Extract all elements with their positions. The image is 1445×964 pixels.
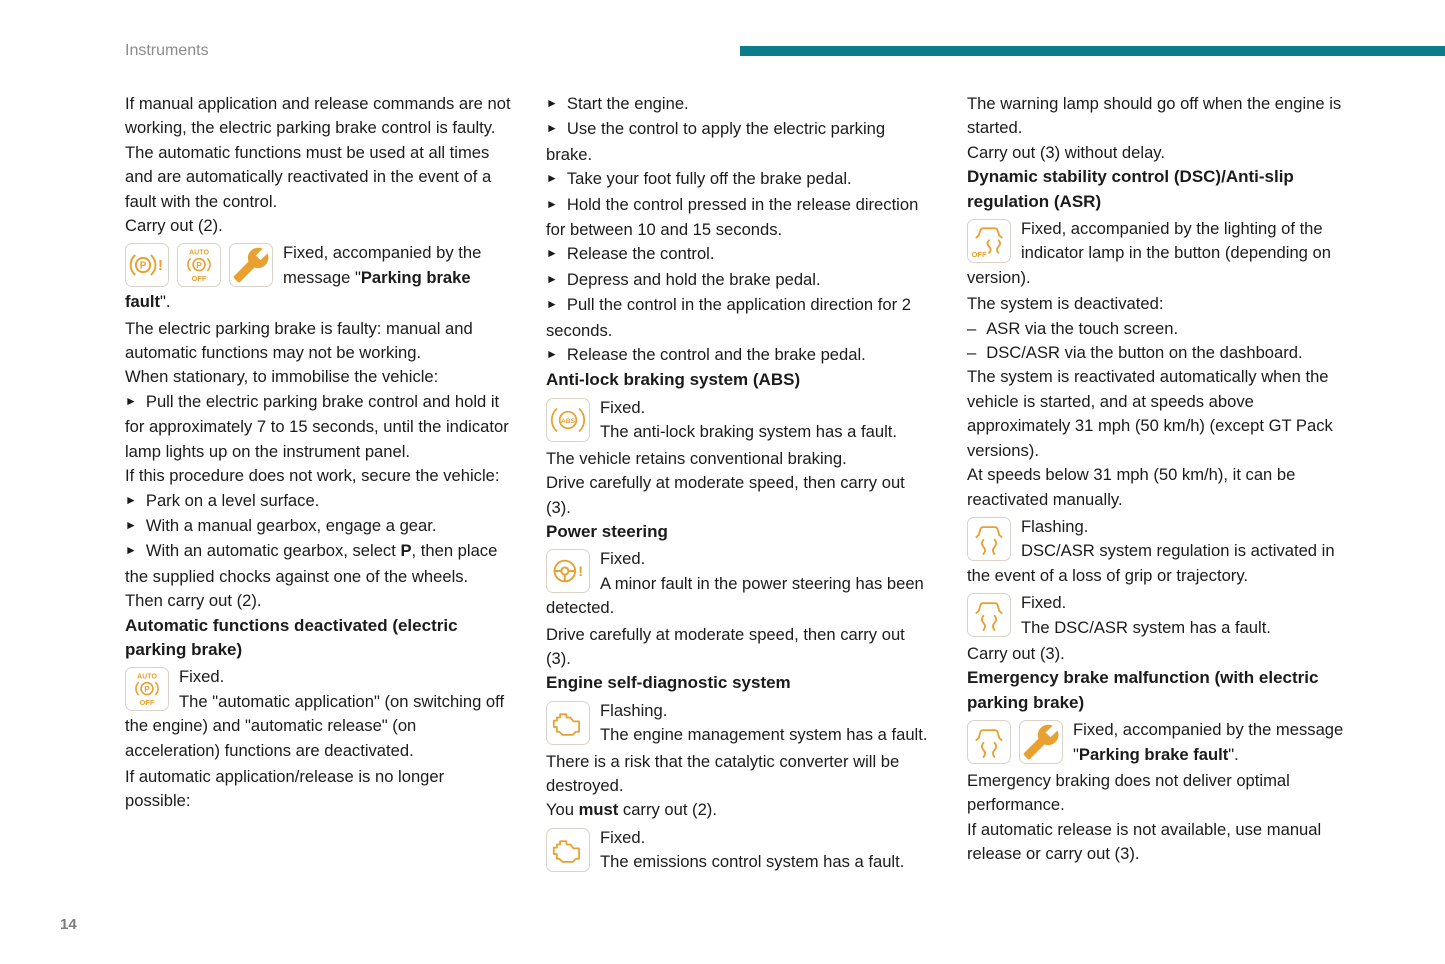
paragraph: The system is reactivated automatically when the vehicle is started, and at speeds above approximately 31 mph (50 km/h) (except GT Pack versions). xyxy=(967,367,1333,460)
lamp-icon-group xyxy=(546,547,590,593)
page-section-title: Instruments xyxy=(125,42,209,59)
lamp-icon-group xyxy=(125,241,273,287)
lamp-icon-group xyxy=(546,396,590,442)
lamp-icon-group xyxy=(125,665,169,711)
section-heading: Anti-lock braking system (ABS) xyxy=(546,370,801,390)
paragraph: There is a risk that the catalytic converter will be destroyed. xyxy=(546,751,900,795)
paragraph: Carry out (2). xyxy=(125,216,223,236)
arrow-bullet-icon: ► xyxy=(546,246,558,261)
engine-flashing-lamp-block xyxy=(546,699,934,748)
paragraph: When stationary, to immobilise the vehicle: xyxy=(125,367,439,387)
bullet-item: ► With an automatic gearbox, select P, then place the supplied chocks against one of the wheels. xyxy=(125,541,498,586)
section-heading: Emergency brake malfunction (with electric parking brake) xyxy=(967,668,1319,712)
dash-list-item: – ASR via the touch screen. xyxy=(967,318,1179,338)
paragraph: If manual application and release commands are not working, the electric parking brake control is faulty. xyxy=(125,94,511,138)
auto-parking-deactivated-icon xyxy=(125,667,169,711)
lamp-icon-group xyxy=(546,826,590,872)
paragraph: Carry out (3). xyxy=(967,643,1065,663)
paragraph: The electric parking brake is faulty: manual and automatic functions may not be working. xyxy=(125,318,473,363)
dsc-off-indicator-icon xyxy=(967,219,1011,263)
paragraph: The automatic functions must be used at all times and are automatically reactivated in the event of a fault with the control. xyxy=(125,142,492,211)
emergency-brake-lamp-block xyxy=(967,718,1355,767)
arrow-bullet-icon: ► xyxy=(125,543,137,558)
arrow-bullet-icon: ► xyxy=(546,347,558,362)
bullet-item: ► Release the control and the brake pedal. xyxy=(546,345,866,365)
arrow-bullet-icon: ► xyxy=(546,96,558,110)
bullet-item: ► Use the control to apply the electric parking brake. xyxy=(546,119,886,164)
page-number: 14 xyxy=(60,916,77,933)
engine-fixed-lamp-block xyxy=(546,826,934,875)
lamp-caption: Fixed. The DSC/ASR system has a fault. xyxy=(1021,593,1271,637)
arrow-bullet-icon: ► xyxy=(546,196,558,211)
power-steering-lamp-block xyxy=(546,547,934,620)
lamp-icon-group xyxy=(967,718,1063,764)
paragraph: Carry out (3) without delay. xyxy=(967,142,1165,162)
abs-lamp-block xyxy=(546,396,934,445)
dsc-warning-icon xyxy=(967,517,1011,561)
dash-bullet: – xyxy=(967,318,977,338)
paragraph: At speeds below 31 mph (50 km/h), it can be reactivated manually. xyxy=(967,465,1296,509)
section-heading: Automatic functions deactivated (electric parking brake) xyxy=(125,615,458,659)
power-steering-warning-icon xyxy=(546,549,590,593)
paragraph: You must carry out (2). xyxy=(546,800,717,820)
column-middle xyxy=(546,92,934,877)
arrow-bullet-icon: ► xyxy=(546,297,558,312)
parking-brake-fault-icon xyxy=(125,243,169,287)
lamp-caption: Fixed, accompanied by the message "Parking brake fault". xyxy=(1073,720,1344,764)
paragraph: If this procedure does not work, secure the vehicle: xyxy=(125,466,500,486)
paragraph: Drive carefully at moderate speed, then carry out (3). xyxy=(546,473,905,517)
bullet-item: ► Take your foot fully off the brake pedal. xyxy=(546,169,852,189)
column-left xyxy=(125,92,513,877)
bullet-item: ► Depress and hold the brake pedal. xyxy=(546,269,821,289)
dsc-warning-icon xyxy=(967,593,1011,637)
dsc-warning-icon xyxy=(967,720,1011,764)
bullet-item: ► Pull the electric parking brake control and hold it for approximately 7 to 15 seconds, until the indicator lamp lights up on the instrument panel. xyxy=(125,391,509,461)
arrow-bullet-icon: ► xyxy=(546,121,558,136)
auto-parking-deactivated-icon xyxy=(177,243,221,287)
section-heading: Dynamic stability control (DSC)/Anti-slip regulation (ASR) xyxy=(967,167,1294,211)
dsc-flashing-lamp-block xyxy=(967,515,1355,588)
lamp-caption: Flashing. DSC/ASR system regulation is activated in the event of a loss of grip or trajectory. xyxy=(967,516,1335,585)
bullet-item: ► Pull the control in the application direction for 2 seconds. xyxy=(546,295,911,340)
content-columns xyxy=(125,92,1355,877)
lamp-icon-group xyxy=(967,591,1011,637)
paragraph: The warning lamp should go off when the engine is started. xyxy=(967,94,1342,138)
lamp-caption: Fixed. The emissions control system has a fault. xyxy=(600,827,905,872)
dash-bullet: – xyxy=(967,343,977,363)
auto-functions-lamp-block xyxy=(125,665,513,763)
paragraph: If automatic application/release is no longer possible: xyxy=(125,766,445,811)
lamp-caption: Fixed. A minor fault in the power steering has been detected. xyxy=(546,549,924,618)
engine-warning-icon xyxy=(546,828,590,872)
section-heading: Power steering xyxy=(546,521,668,541)
bullet-item: ► Start the engine. xyxy=(546,94,689,113)
lamp-caption: Fixed, accompanied by the lighting of the indicator lamp in the button (depending on version). xyxy=(967,219,1331,287)
column-right xyxy=(967,92,1355,877)
bullet-item: ► Hold the control pressed in the release direction for between 10 and 15 seconds. xyxy=(546,194,919,240)
arrow-bullet-icon: ► xyxy=(546,271,558,286)
lamp-icon-group xyxy=(967,515,1011,561)
paragraph: Then carry out (2). xyxy=(125,591,262,611)
dash-list-item: – DSC/ASR via the button on the dashboard. xyxy=(967,343,1303,363)
paragraph: Emergency braking does not deliver optimal performance. xyxy=(967,770,1290,815)
dsc-off-lamp-block xyxy=(967,217,1355,290)
abs-warning-icon xyxy=(546,398,590,442)
arrow-bullet-icon: ► xyxy=(125,393,137,408)
arrow-bullet-icon: ► xyxy=(546,171,558,186)
arrow-bullet-icon: ► xyxy=(125,517,137,532)
engine-warning-icon xyxy=(546,701,590,745)
arrow-bullet-icon: ► xyxy=(125,492,137,507)
header-accent-bar xyxy=(740,46,1445,56)
lamp-caption: Fixed. The "automatic application" (on switching off the engine) and "automatic release" (on acceleration) functions are deactivated. xyxy=(125,667,505,760)
lamp-caption: Fixed, accompanied by the message "Parking brake fault". xyxy=(125,243,482,312)
dsc-fixed-lamp-block xyxy=(967,591,1355,640)
bullet-item: ► With a manual gearbox, engage a gear. xyxy=(125,515,437,535)
paragraph: Drive carefully at moderate speed, then carry out (3). xyxy=(546,624,905,668)
bullet-item: ► Release the control. xyxy=(546,244,715,264)
lamp-caption: Flashing. The engine management system has a fault. xyxy=(600,700,928,745)
paragraph: If automatic release is not available, use manual release or carry out (3). xyxy=(967,819,1322,864)
service-wrench-icon xyxy=(229,243,273,287)
service-wrench-icon xyxy=(1019,720,1063,764)
paragraph: The system is deactivated: xyxy=(967,294,1164,314)
paragraph: The vehicle retains conventional braking. xyxy=(546,448,847,468)
parking-brake-fault-lamp-block xyxy=(125,241,513,314)
section-heading: Engine self-diagnostic system xyxy=(546,673,791,693)
lamp-icon-group xyxy=(546,699,590,745)
bullet-item: ► Park on a level surface. xyxy=(125,490,320,510)
lamp-icon-group xyxy=(967,217,1011,263)
lamp-caption: Fixed. The anti-lock braking system has a fault. xyxy=(600,397,897,442)
